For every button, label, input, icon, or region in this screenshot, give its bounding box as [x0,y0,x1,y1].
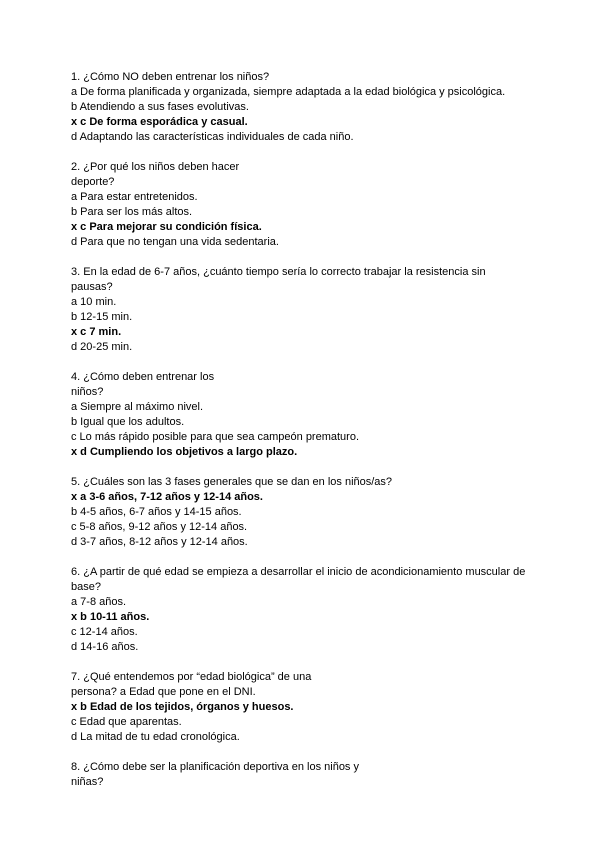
question-block-4 [71,370,541,460]
correct-answer-line: x c Para mejorar su condición física. [71,221,262,233]
correct-answer-line: x b Edad de los tejidos, órganos y huesos. [71,701,294,713]
correct-answer-line: x c De forma esporádica y casual. [71,116,248,128]
text-line: a Para estar entretenidos. [71,191,198,203]
question-block-6 [71,565,541,655]
text-line: b 12-15 min. [71,311,133,323]
text-line: base? [71,581,101,593]
correct-answer-line: x b 10-11 años. [71,611,150,623]
text-line: a 10 min. [71,296,117,308]
text-line: d Para que no tengan una vida sedentaria. [71,236,279,248]
text-line: pausas? [71,281,113,293]
text-line: niños? [71,386,104,398]
question-block-7 [71,670,541,745]
text-line: d 20-25 min. [71,341,133,353]
text-line: c 5-8 años, 9-12 años y 12-14 años. [71,521,248,533]
text-line: d 14-16 años. [71,641,139,653]
text-line: a De forma planificada y organizada, siempre adaptada a la edad biológica y psicológica. [71,86,506,98]
quiz-content [71,70,541,805]
text-line: c 12-14 años. [71,626,138,638]
text-line: deporte? [71,176,115,188]
correct-answer-line: x a 3-6 años, 7-12 años y 12-14 años. [71,491,263,503]
text-line: c Edad que aparentas. [71,716,182,728]
question-block-5 [71,475,541,550]
text-line: b 4-5 años, 6-7 años y 14-15 años. [71,506,242,518]
question-text: 7. ¿Qué entendemos por “edad biológica” de una [71,671,312,683]
question-text: 8. ¿Cómo debe ser la planificación deportiva en los niños y [71,761,359,773]
question-block-3 [71,265,541,355]
text-line: d 3-7 años, 8-12 años y 12-14 años. [71,536,248,548]
text-line: a Siempre al máximo nivel. [71,401,204,413]
correct-answer-line: x c 7 min. [71,326,122,338]
question-block-2 [71,160,541,250]
text-line: d La mitad de tu edad cronológica. [71,731,240,743]
question-block-8 [71,760,541,790]
question-text: 2. ¿Por qué los niños deben hacer [71,161,240,173]
text-line: b Para ser los más altos. [71,206,193,218]
text-line: d Adaptando las características individuales de cada niño. [71,131,354,143]
text-line: b Igual que los adultos. [71,416,185,428]
text-line: b Atendiendo a sus fases evolutivas. [71,101,249,113]
question-block-1 [71,70,541,145]
question-text: 6. ¿A partir de qué edad se empieza a desarrollar el inicio de acondicionamiento muscular de [71,566,526,578]
question-text: 4. ¿Cómo deben entrenar los [71,371,215,383]
text-line: niñas? [71,776,104,788]
question-text: 1. ¿Cómo NO deben entrenar los niños? [71,71,270,83]
question-text: 5. ¿Cuáles son las 3 fases generales que se dan en los niños/as? [71,476,393,488]
text-line: c Lo más rápido posible para que sea campeón prematuro. [71,431,360,443]
text-line: persona? a Edad que pone en el DNI. [71,686,256,698]
text-line: a 7-8 años. [71,596,127,608]
question-text: 3. En la edad de 6-7 años, ¿cuánto tiempo sería lo correcto trabajar la resistencia sin [71,266,486,278]
correct-answer-line: x d Cumpliendo los objetivos a largo plazo. [71,446,298,458]
